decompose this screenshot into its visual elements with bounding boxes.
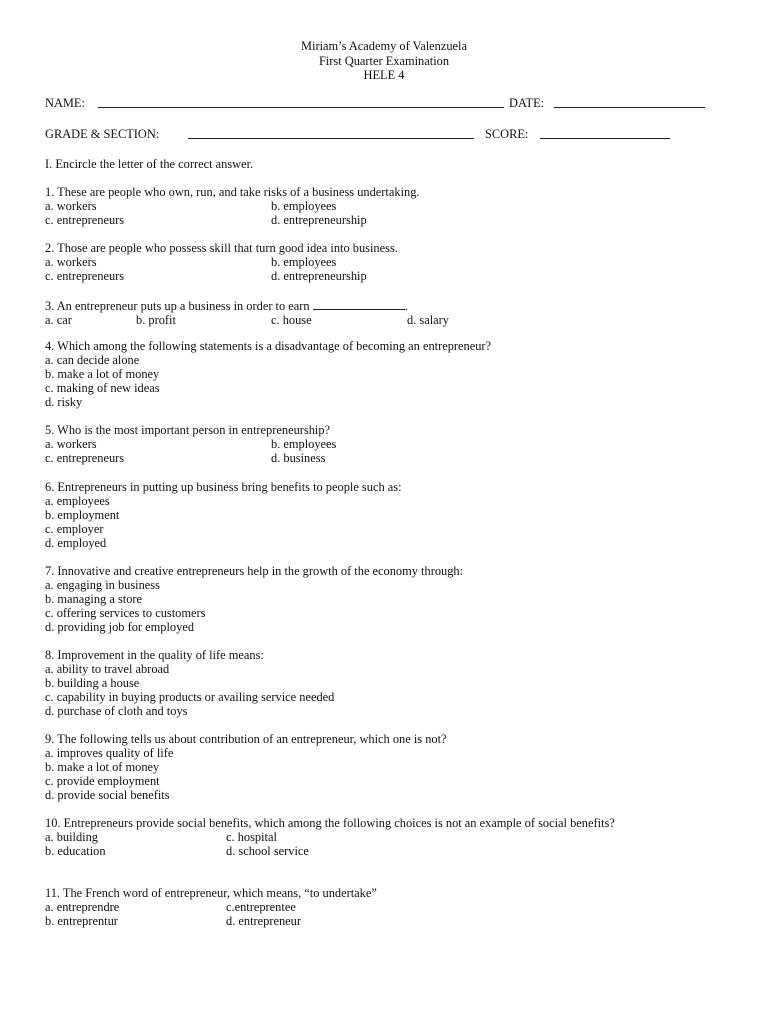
question-stem: 9. The following tells us about contribution of an entrepreneur, which one is not? <box>45 732 447 746</box>
date-label: DATE: <box>509 96 545 110</box>
question-10 <box>45 816 725 858</box>
option-b[interactable]: b. building a house <box>45 676 140 690</box>
option-b[interactable]: b. employees <box>271 199 337 213</box>
question-stem: 4. Which among the following statements is a disadvantage of becoming an entrepreneur? <box>45 339 492 353</box>
option-c[interactable]: c. entrepreneurs <box>45 451 125 465</box>
question-stem: 5. Who is the most important person in entrepreneurship? <box>45 423 331 437</box>
option-b[interactable]: b. employees <box>271 437 337 451</box>
subject-title: HELE 4 <box>363 68 405 83</box>
option-c[interactable]: c. offering services to customers <box>45 606 206 620</box>
instruction: I. Encircle the letter of the correct answer. <box>45 157 254 171</box>
option-c[interactable]: c.entreprentee <box>226 900 296 914</box>
option-a[interactable]: a. improves quality of life <box>45 746 174 760</box>
grade-section-blank[interactable] <box>188 127 474 142</box>
option-b[interactable]: b. make a lot of money <box>45 367 160 381</box>
option-c[interactable]: c. provide employment <box>45 774 160 788</box>
question-stem: 8. Improvement in the quality of life means: <box>45 648 264 662</box>
option-a[interactable]: a. workers <box>45 255 97 269</box>
option-b[interactable]: b. profit <box>136 313 176 327</box>
question-stem: 1. These are people who own, run, and take risks of a business undertaking. <box>45 185 420 199</box>
option-d[interactable]: d. entrepreneurship <box>271 269 367 283</box>
question-stem: 10. Entrepreneurs provide social benefits, which among the following choices is not an example of social benefits? <box>45 816 615 830</box>
option-c[interactable]: c. house <box>271 313 312 327</box>
option-b[interactable]: b. managing a store <box>45 592 143 606</box>
question-stem: 6. Entrepreneurs in putting up business bring benefits to people such as: <box>45 480 402 494</box>
option-a[interactable]: a. can decide alone <box>45 353 140 367</box>
option-d[interactable]: d. purchase of cloth and toys <box>45 704 188 718</box>
option-b[interactable]: b. employment <box>45 508 120 522</box>
option-c[interactable]: c. entrepreneurs <box>45 269 125 283</box>
question-6 <box>45 480 725 550</box>
question-stem: 2. Those are people who possess skill that turn good idea into business. <box>45 241 398 255</box>
score-blank[interactable] <box>540 127 670 142</box>
option-d[interactable]: d. entrepreneurship <box>271 213 367 227</box>
name-blank[interactable] <box>98 96 504 111</box>
exam-title: First Quarter Examination <box>318 53 450 68</box>
question-stem: 7. Innovative and creative entrepreneurs help in the growth of the economy through: <box>45 564 464 578</box>
question-5 <box>45 423 725 465</box>
name-date-row <box>45 96 725 112</box>
grade-score-row <box>45 127 725 143</box>
option-a[interactable]: a. workers <box>45 199 97 213</box>
question-11 <box>45 886 725 928</box>
grade-section-label: GRADE & SECTION: <box>45 127 160 141</box>
option-d[interactable]: d. salary <box>407 313 449 327</box>
option-b[interactable]: b. education <box>45 844 106 858</box>
option-a[interactable]: a. ability to travel abroad <box>45 662 170 676</box>
option-b[interactable]: b. employees <box>271 255 337 269</box>
option-a[interactable]: a. building <box>45 830 98 844</box>
name-label: NAME: <box>45 96 85 110</box>
option-d[interactable]: d. provide social benefits <box>45 788 170 802</box>
score-label: SCORE: <box>485 127 529 141</box>
question-4 <box>45 339 725 409</box>
question-2 <box>45 241 725 283</box>
option-a[interactable]: a. engaging in business <box>45 578 160 592</box>
option-d[interactable]: d. risky <box>45 395 83 409</box>
question-9 <box>45 732 725 802</box>
option-c[interactable]: c. hospital <box>226 830 277 844</box>
option-c[interactable]: c. employer <box>45 522 104 536</box>
option-a[interactable]: a. car <box>45 313 72 327</box>
option-c[interactable]: c. entrepreneurs <box>45 213 125 227</box>
question-stem <box>45 298 725 313</box>
question-7 <box>45 564 725 634</box>
option-b[interactable]: b. entreprentur <box>45 914 118 928</box>
question-8 <box>45 648 725 718</box>
answer-blank[interactable] <box>313 298 405 310</box>
option-a[interactable]: a. entreprendre <box>45 900 120 914</box>
question-1 <box>45 185 725 227</box>
date-blank[interactable] <box>554 96 705 111</box>
option-a[interactable]: a. workers <box>45 437 97 451</box>
option-d[interactable]: d. business <box>271 451 326 465</box>
question-stem-end: . <box>404 299 408 313</box>
option-b[interactable]: b. make a lot of money <box>45 760 160 774</box>
option-d[interactable]: d. entrepreneur <box>226 914 301 928</box>
question-stem-text: 3. An entrepreneur puts up a business in order to earn <box>45 299 310 313</box>
option-c[interactable]: c. making of new ideas <box>45 381 160 395</box>
option-d[interactable]: d. employed <box>45 536 107 550</box>
exam-header <box>0 39 768 83</box>
school-name: Miriam’s Academy of Valenzuela <box>301 39 467 53</box>
option-d[interactable]: d. school service <box>226 844 309 858</box>
question-stem: 11. The French word of entrepreneur, which means, “to undertake” <box>45 886 377 900</box>
option-d[interactable]: d. providing job for employed <box>45 620 195 634</box>
option-a[interactable]: a. employees <box>45 494 110 508</box>
question-3 <box>45 298 725 327</box>
option-c[interactable]: c. capability in buying products or availing service needed <box>45 690 335 704</box>
